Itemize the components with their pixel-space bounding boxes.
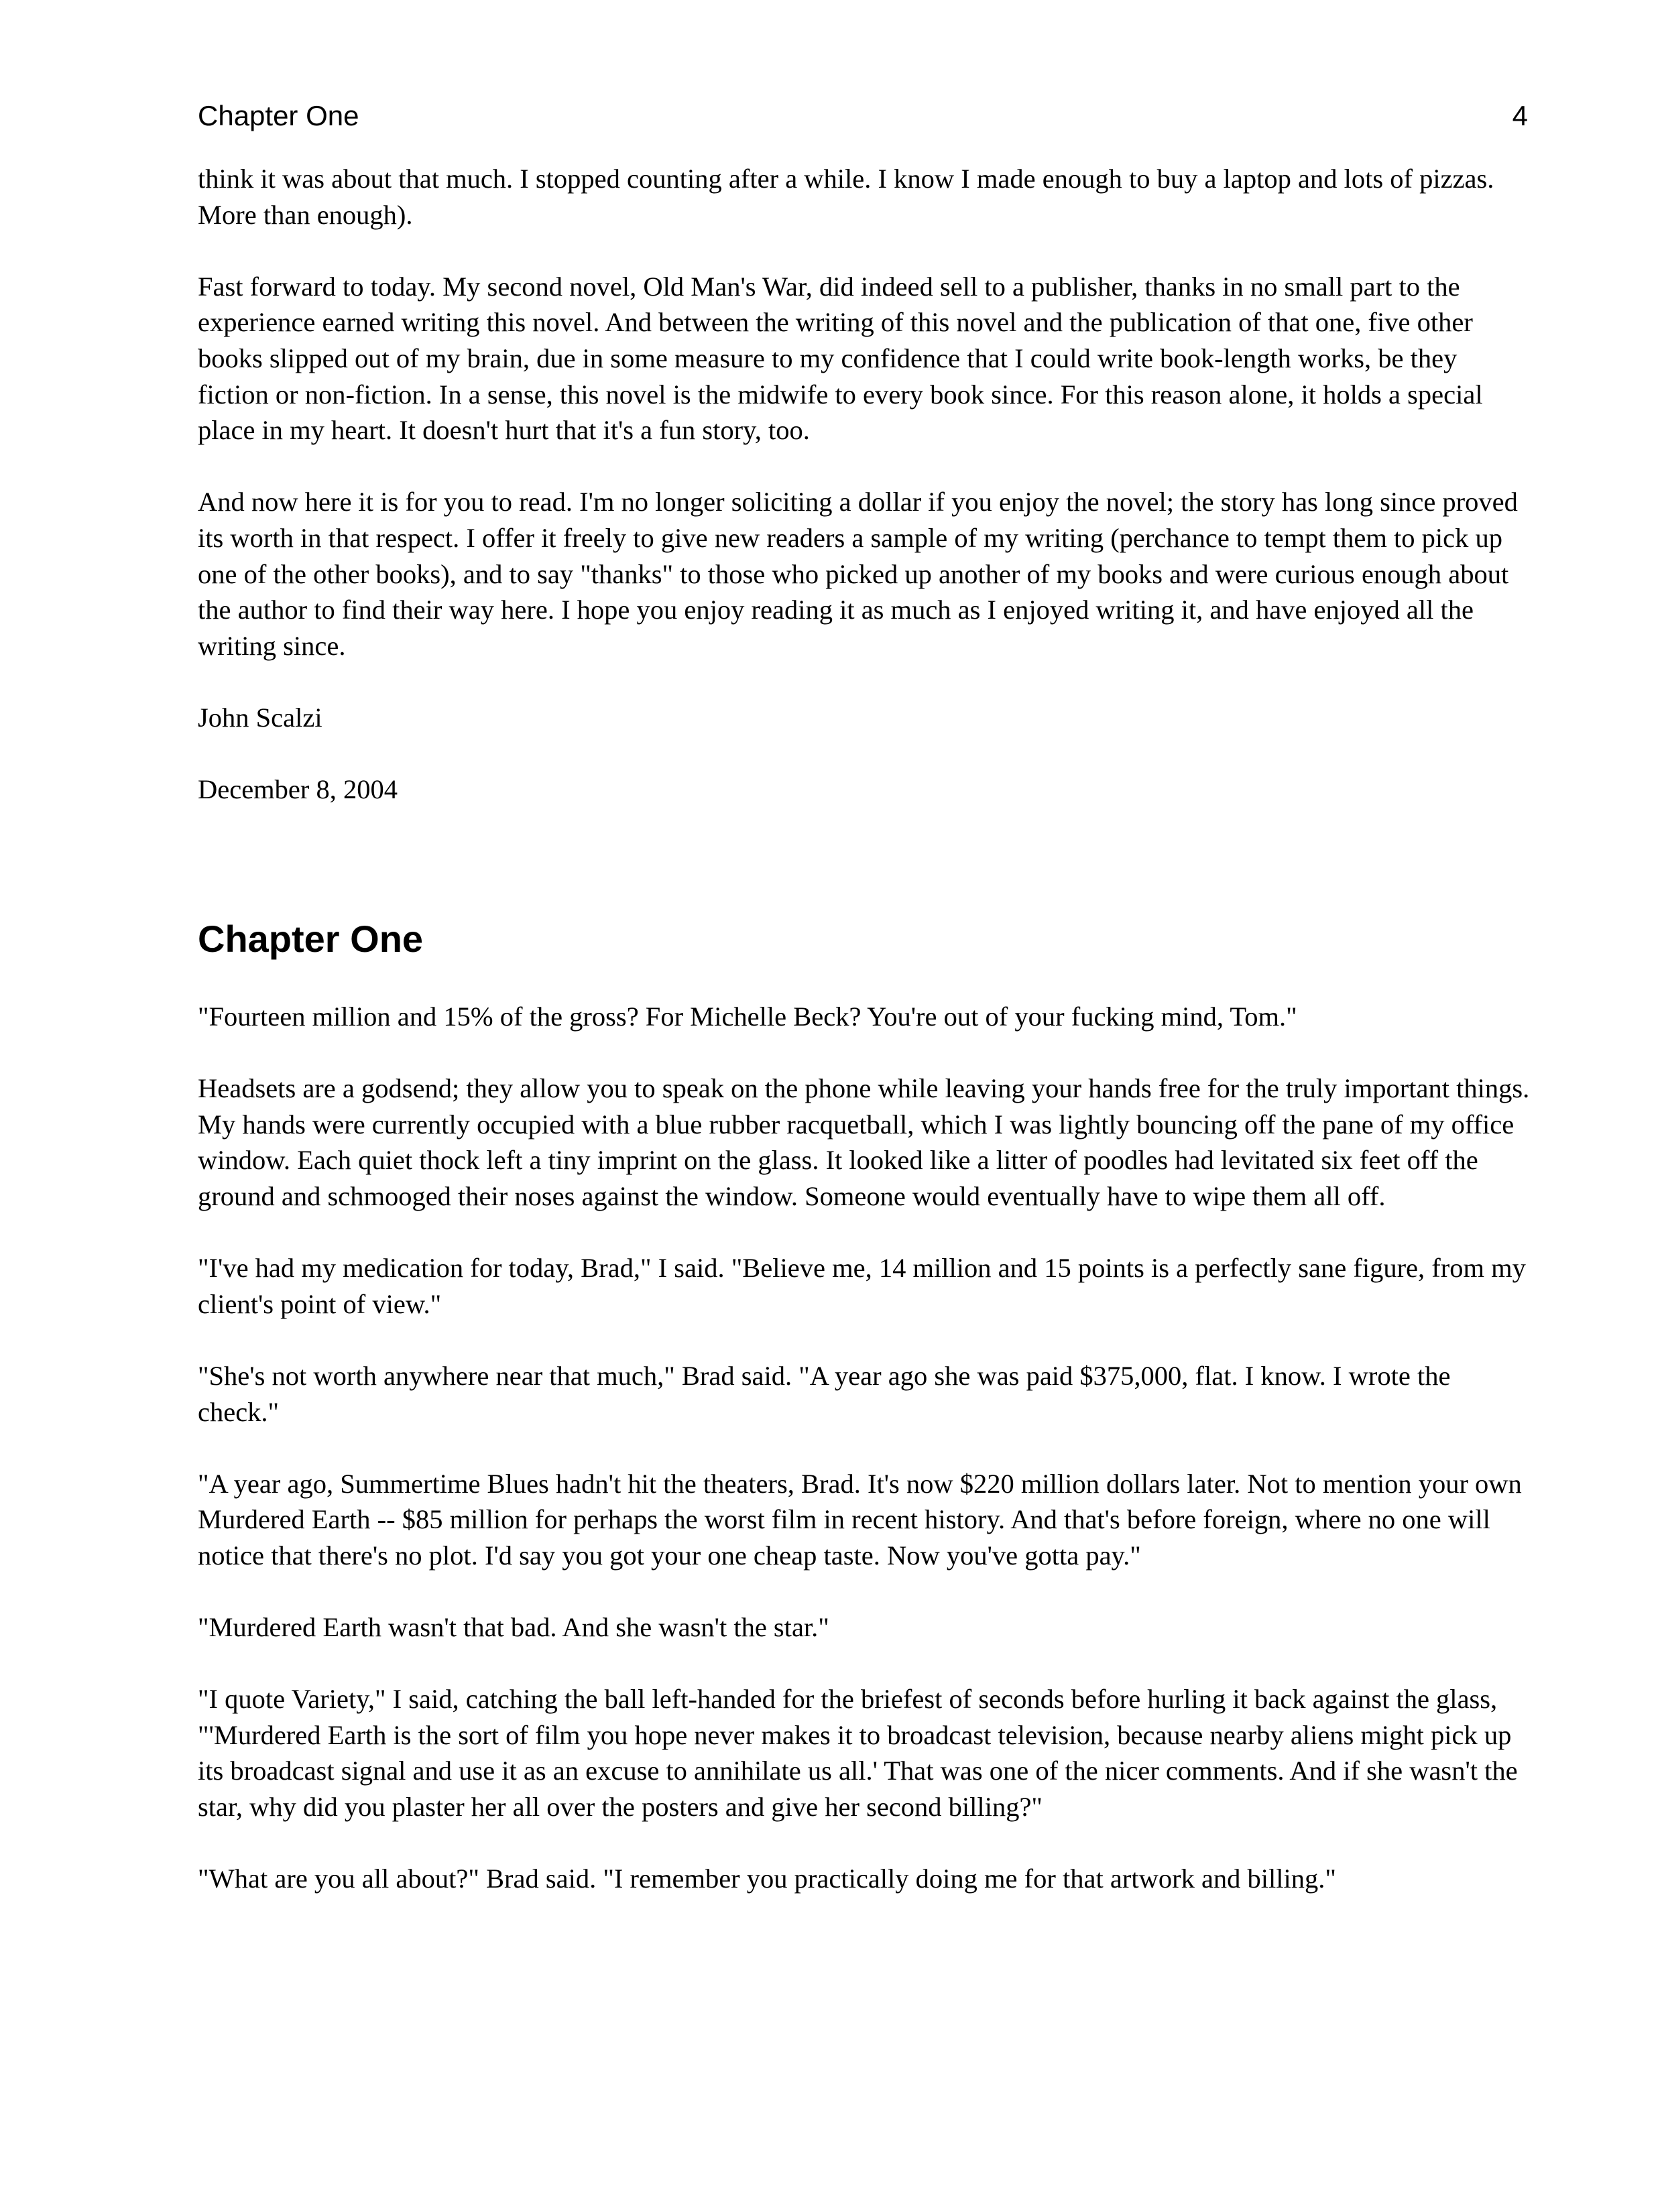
- chapter-paragraph: "What are you all about?" Brad said. "I remember you practically doing me for that artwork and billing.": [198, 1863, 1336, 1894]
- chapter-paragraph: "A year ago, Summertime Blues hadn't hit the theaters, Brad. It's now $220 million dollars later. Not to mention your own Murdered Earth -- $85 million for perhaps the worst film in recent history. And that's before foreign, where no one will notice that there's no plot. I'd say you got your one cheap taste. Now you've gotta pay.": [198, 1468, 1522, 1571]
- chapter-paragraph: "I quote Variety," I said, catching the ball left-handed for the briefest of seconds before hurling it back against the glass, "'Murdered Earth is the sort of film you hope never makes it to broadcast television, because nearby aliens might pick up its broadcast signal and use it as an excuse to annihilate us all.' That was one of the nicer comments. And if she wasn't the star, why did you plaster her all over the posters and give her second billing?": [198, 1684, 1518, 1823]
- chapter-paragraph: "I've had my medication for today, Brad," I said. "Believe me, 14 million and 15 points is a perfectly sane figure, from my client's point of view.": [198, 1253, 1526, 1319]
- preface-paragraph: And now here it is for you to read. I'm no longer soliciting a dollar if you enjoy the novel; the story has long since proved its worth in that respect. I offer it freely to give new readers a sample of my writing (perchance to tempt them to pick up one of the other books), and to say "thanks" to those who picked up another of my books and were curious enough about the author to find their way here. I hope you enjoy reading it as much as I enjoyed writing it, and have enjoyed all the writing since.: [198, 487, 1518, 661]
- chapter-paragraph: Headsets are a godsend; they allow you to speak on the phone while leaving your hands free for the truly important things. My hands were currently occupied with a blue rubber racquetball, which I was lightly bouncing off the pane of my office window. Each quiet thock left a tiny imprint on the glass. It looked like a litter of poodles had levitated six feet off the ground and schmooged their noses against the window. Someone would eventually have to wipe them all off.: [198, 1073, 1530, 1211]
- author-signature: John Scalzi: [198, 702, 322, 733]
- preface-body: [198, 161, 1532, 843]
- chapter-heading: Chapter One: [198, 918, 424, 960]
- preface-paragraph: Fast forward to today. My second novel, Old Man's War, did indeed sell to a publisher, thanks in no small part to the experience earned writing this novel. And between the writing of this novel and the publication of that one, five other books slipped out of my brain, due in some measure to my confidence that I could write book-length works, be they fiction or non-fiction. In a sense, this novel is the midwife to every book since. For this reason alone, it holds a special place in my heart. It doesn't hurt that it's a fun story, too.: [198, 271, 1483, 446]
- preface-date: December 8, 2004: [198, 774, 398, 805]
- preface-paragraph: think it was about that much. I stopped counting after a while. I know I made enough to buy a laptop and lots of pizzas. More than enough).: [198, 164, 1494, 230]
- chapter-paragraph: "She's not worth anywhere near that much," Brad said. "A year ago she was paid $375,000, flat. I know. I wrote the check.": [198, 1360, 1451, 1427]
- chapter-body: [198, 999, 1532, 1932]
- chapter-paragraph: "Murdered Earth wasn't that bad. And she wasn't the star.": [198, 1612, 829, 1643]
- running-header-title: Chapter One: [198, 100, 359, 131]
- chapter-paragraph: "Fourteen million and 15% of the gross? For Michelle Beck? You're out of your fucking mind, Tom.": [198, 1001, 1297, 1032]
- page-number: 4: [1512, 100, 1528, 131]
